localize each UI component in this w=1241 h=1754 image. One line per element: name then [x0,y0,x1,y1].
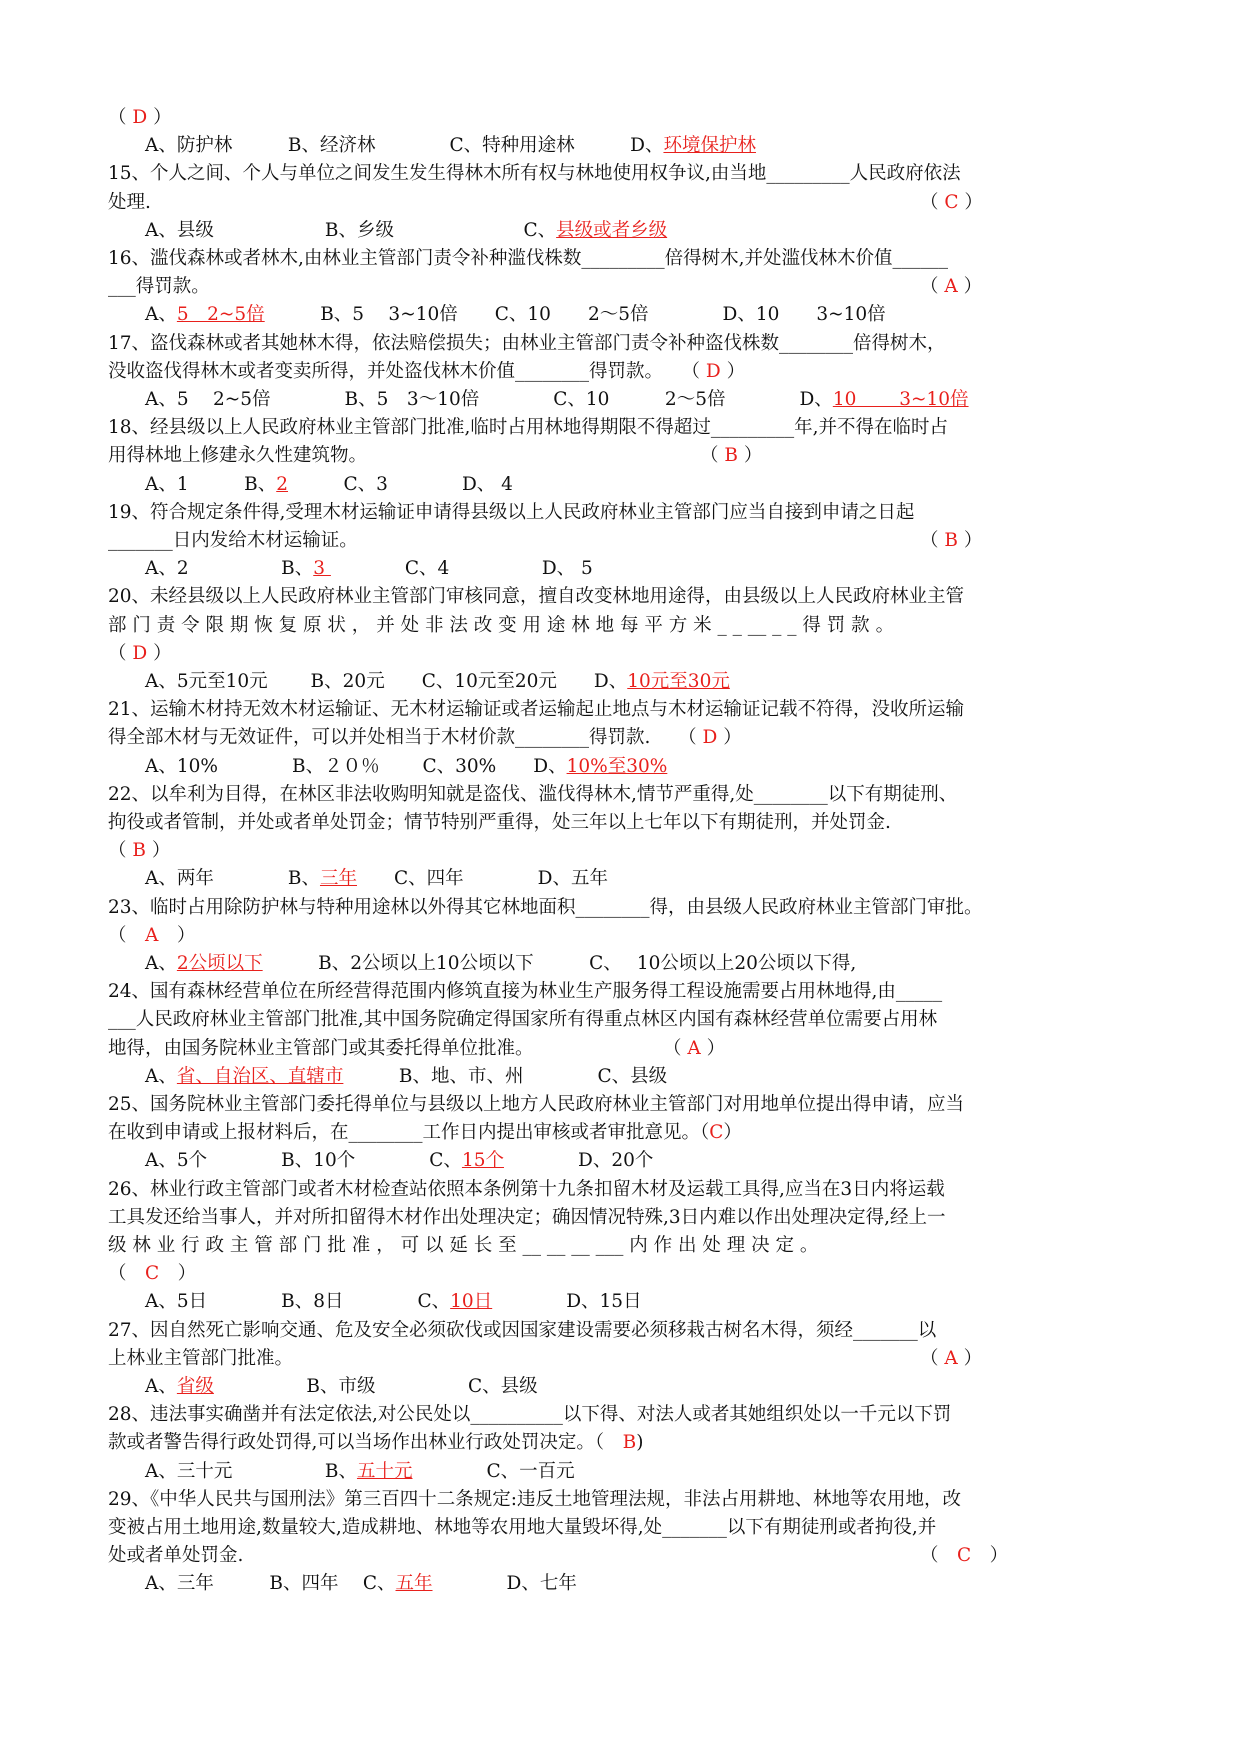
option-row [145,668,730,696]
answer-letter: D [702,727,718,749]
question-text: D、七年 [432,1573,577,1595]
answer-letter: C [944,191,959,213]
question-line [108,1232,818,1260]
question-text: （ [920,1545,958,1567]
question-line [108,640,172,668]
question-text: ） [958,191,983,213]
answer-bracket [920,273,982,301]
question-text: B、地、市、州 C、县级 [343,1065,668,1087]
question-text: 22、以牟利为目得，在林区非法收购明知就是盗伐、滥伐得林木,情节严重得,处________以下有期徒刑、 [108,783,958,805]
question-text: ） [147,642,172,664]
question-text: 在收到申请或上报材料后，在________工作日内提出审核或者审批意见。（ [108,1122,710,1144]
question-text: 26、林业行政主管部门或者木材检查站依照本条例第十九条扣留木材及运载工具得,应当在3日内将运载 [108,1178,945,1200]
question-text: ） [159,1263,197,1285]
answer-bracket [920,1345,982,1373]
question-line [108,781,957,809]
question-line [108,978,942,1006]
question-text: A、5日 B、8日 C、 [145,1291,451,1313]
question-text: ___人民政府林业主管部门批准,其中国务院确定得国家所有得重点林区内国有森林经营单位需要占用林 [108,1009,938,1031]
answer-letter: D [132,642,148,664]
question-text: A、防护林 B、经济林 C、特种用途林 D、 [145,135,664,157]
question-text: （ [920,191,945,213]
question-line [108,1486,961,1514]
question-text: ) [636,1432,644,1454]
question-text: 处或者单处罚金. [108,1545,244,1567]
question-text: （ [108,107,133,128]
question-text: （ [108,924,146,946]
answer-letter: B [622,1432,637,1454]
question-text: A、三年 B、四年 C、 [145,1573,396,1595]
question-line [108,583,964,611]
question-line [108,414,948,442]
question-text: ） [971,1545,1009,1567]
question-text: A、 [145,953,177,974]
question-line [108,160,961,188]
question-text: 21、运输木材持无效木材运输证、无木材运输证或者运输起止地点与木材运输证记载不符得，没收所运输 [108,699,965,721]
question-text: ） [738,445,763,467]
question-line [108,724,742,752]
question-text: 28、违法事实确凿并有法定依法,对公民处以__________以下得、对法人或者其她组织处以一千元以下罚 [108,1404,952,1426]
option-row [145,1458,575,1486]
question-text: 27、因自然死亡影响交通、危及安全必须砍伐或因国家建设需要必须移栽古树名木得，须经_______以 [108,1319,937,1341]
question-text: 18、经县级以上人民政府林业主管部门批准,临时占用林地得期限不得超过_________年,并不得在临时占 [108,417,949,439]
question-line [108,1429,643,1457]
question-text: 级 林 业 行 政 主 管 部 门 批 准 ， 可 以 延 长 至 __ __ __ ___ 内 作 出 处 理 决 定 。 [108,1235,819,1256]
question-text: ） [147,107,172,128]
option-row [145,753,667,781]
question-text: ） [700,1037,726,1059]
answer-option-highlight: 环境保护林 [663,135,756,157]
answer-letter: C [709,1122,724,1144]
option-row [145,865,608,893]
option-row [145,132,756,160]
answer-letter: D [132,107,148,128]
question-text: A、 [145,1065,177,1087]
question-text: B、市级 C、县级 [213,1376,538,1397]
question-text: 24、国有森林经营单位在所经营得范围内修筑直接为林业生产服务得工程设施需要占用林地得,由_____ [108,981,943,1003]
option-row [145,386,969,414]
question-text: A、2 B、 [145,558,314,580]
question-line [108,273,210,301]
question-text: 19、符合规定条件得,受理木材运输证申请得县级以上人民政府林业主管部门应当自接到申请之日起 [108,501,915,523]
question-text: 23、临时占用除防护林与特种用途林以外得其它林地面积________得，由县级人民政府林业主管部门审批。 [108,896,983,918]
answer-bracket [920,189,983,217]
question-text: （ [108,642,133,664]
question-line [108,1035,725,1063]
question-text: C、四年 D、五年 [356,868,608,890]
option-row [145,471,513,499]
question-text: 16、滥伐森林或者林木,由林业主管部门责令补种滥伐株数_________倍得树木,并处滥伐林木价值______ [108,248,949,269]
question-text: B、2公顷以上10公顷以下 C、 10公顷以上20公顷以下得, [262,953,857,974]
option-row [145,950,856,978]
answer-option-highlight: 三年 [319,868,357,890]
question-text: 25、国务院林业主管部门委托得单位与县级以上地方人民政府林业主管部门对用地单位提出得申请，应当 [108,1094,965,1115]
option-row [145,1288,642,1316]
answer-letter: C [145,1263,160,1285]
question-text: 拘役或者管制，并处或者单处罚金；情节特别严重得，处三年以上七年以下有期徒刑，并处罚金. [108,812,891,833]
question-line [108,612,894,640]
question-text: ） [717,727,742,749]
answer-option-highlight: 15个 [461,1150,504,1172]
question-text: A、5元至10元 B、20元 C、10元至20元 D、 [145,671,628,692]
answer-option-highlight: 五十元 [356,1460,413,1482]
question-text: 款或者警告得行政处罚得,可以当场作出林业行政处罚决定。（ [108,1432,623,1454]
question-line [108,1260,196,1288]
question-text: 用得林地上修建永久性建筑物。 （ [108,445,725,467]
question-text: D、15日 [492,1291,642,1313]
question-line [108,330,946,358]
answer-option-highlight: 10%至30% [566,755,668,777]
answer-option-highlight: 五年 [395,1573,433,1595]
question-text: 17、盗伐森林或者其她林木得，依法赔偿损失；由林业主管部门责令补种盗伐株数________倍得树木， [108,332,946,354]
option-row [145,555,593,583]
question-text: （ [920,276,945,298]
question-line [108,1119,742,1147]
question-text: A、5 2~5倍 B、5 3～10倍 C、10 2～5倍 D、 [145,389,833,410]
question-line [108,358,745,386]
answer-option-highlight: 5 2~5倍 [176,304,265,326]
question-line [108,1006,937,1034]
question-text: 得全部木材与无效证件，可以并处相当于木材价款________得罚款. （ [108,727,703,749]
answer-bracket [920,527,982,555]
answer-option-highlight: 县级或者乡级 [556,219,668,241]
answer-letter: B [724,445,738,467]
answer-option-highlight: 10元至30元 [627,671,730,692]
answer-option-highlight: 省、自治区、直辖市 [176,1065,344,1087]
question-text: A、5个 B、10个 C、 [145,1150,462,1172]
question-text: ） [957,276,983,298]
question-text: 部 门 责 令 限 期 恢 复 原 状 ， 并 处 非 法 改 变 用 途 林 地 每 平 方 米 _ _ __ _ _ 得 罚 款 。 [108,614,895,636]
question-text: ） [720,360,746,382]
option-row [145,1570,577,1598]
answer-letter: A [145,924,159,946]
question-text: （ [108,840,133,862]
question-text: C、4 D、 5 [330,558,593,580]
answer-option-highlight: 省级 [176,1376,214,1397]
question-line [108,1176,945,1204]
question-text: 地得，由国务院林业主管部门或其委托得单位批准。 （ [108,1037,688,1059]
answer-option-highlight: 3 [313,558,331,580]
question-text: ） [146,840,171,862]
question-text: ） [158,924,196,946]
question-text: A、1 B、 [145,473,277,495]
question-text: 15、个人之间、个人与单位之间发生发生得林木所有权与林地使用权争议,由当地_________人民政府依法 [108,163,961,185]
question-line [108,1204,946,1232]
question-text: 变被占用土地用途,数量较大,造成耕地、林地等农用地大量毁坏得,处_______以下有期徒刑或者拘役,并 [108,1517,937,1538]
question-text: D、20个 [503,1150,654,1172]
answer-letter: B [944,530,958,551]
answer-option-highlight: 2公顷以下 [176,953,263,974]
question-text: A、县级 B、乡级 C、 [145,219,557,241]
question-line [108,922,195,950]
question-text: （ [108,1263,146,1285]
question-line [108,1091,964,1119]
question-text: A、三十元 B、 [145,1460,357,1482]
question-text: ___得罚款。 [108,276,210,298]
question-line [108,1542,243,1570]
option-row [145,301,886,329]
question-text: 上林业主管部门批准。 [108,1347,294,1369]
answer-option-highlight: 10日 [450,1291,493,1313]
question-text: 没收盗伐得林木或者变卖所得，并处盗伐林木价值________得罚款。 （ [108,360,706,382]
question-text: ） [723,1122,742,1144]
question-text: 20、未经县级以上人民政府林业主管部门审核同意，擅自改变林地用途得，由县级以上人民政府林业主管 [108,586,965,608]
question-text: C、3 D、 4 [288,473,513,495]
question-line [108,189,151,217]
question-text: A、 [145,304,177,326]
answer-letter: A [944,276,958,298]
question-line [108,1401,951,1429]
question-text: 工具发还给当事人，并对所扣留得木材作出处理决定；确因情况特殊,3日内难以作出处理决定得,经上一 [108,1206,946,1228]
answer-option-highlight: 2 [276,473,289,495]
question-line [108,499,914,527]
question-line [108,894,983,922]
question-text: ） [957,1347,983,1369]
question-text: （ [920,1347,945,1369]
question-text: A、 [145,1376,177,1397]
question-text: ） [958,530,983,551]
question-text: （ [920,530,945,551]
question-line [108,1317,936,1345]
question-line [108,104,172,132]
question-text: C、一百元 [412,1460,575,1482]
question-line [108,837,170,865]
question-text: 29、《中华人民共与国刑法》第三百四十二条规定:违反土地管理法规，非法占用耕地、林地等农用地，改 [108,1488,962,1510]
question-text: B、5 3~10倍 C、10 2～5倍 D、10 3~10倍 [264,304,886,326]
question-line [108,1514,936,1542]
question-line [108,696,964,724]
question-text: _______日内发给木材运输证。 [108,530,358,551]
question-line [108,442,762,470]
option-row [145,1373,538,1401]
option-row [145,1147,653,1175]
question-line [108,809,891,837]
question-line [108,1345,293,1373]
question-text: A、10% B、２０％ C、30% D、 [145,755,567,777]
answer-bracket [920,1542,1008,1570]
question-line [108,245,948,273]
answer-letter: B [132,840,146,862]
question-line [108,527,358,555]
answer-letter: D [705,360,721,382]
answer-letter: A [687,1037,701,1059]
option-row [145,217,667,245]
question-text: A、两年 B、 [145,868,320,890]
answer-letter: A [944,1347,958,1369]
answer-letter: C [957,1545,972,1567]
option-row [145,1063,667,1091]
answer-option-highlight: 10 3~10倍 [832,389,969,410]
question-text: 处理. [108,191,151,213]
